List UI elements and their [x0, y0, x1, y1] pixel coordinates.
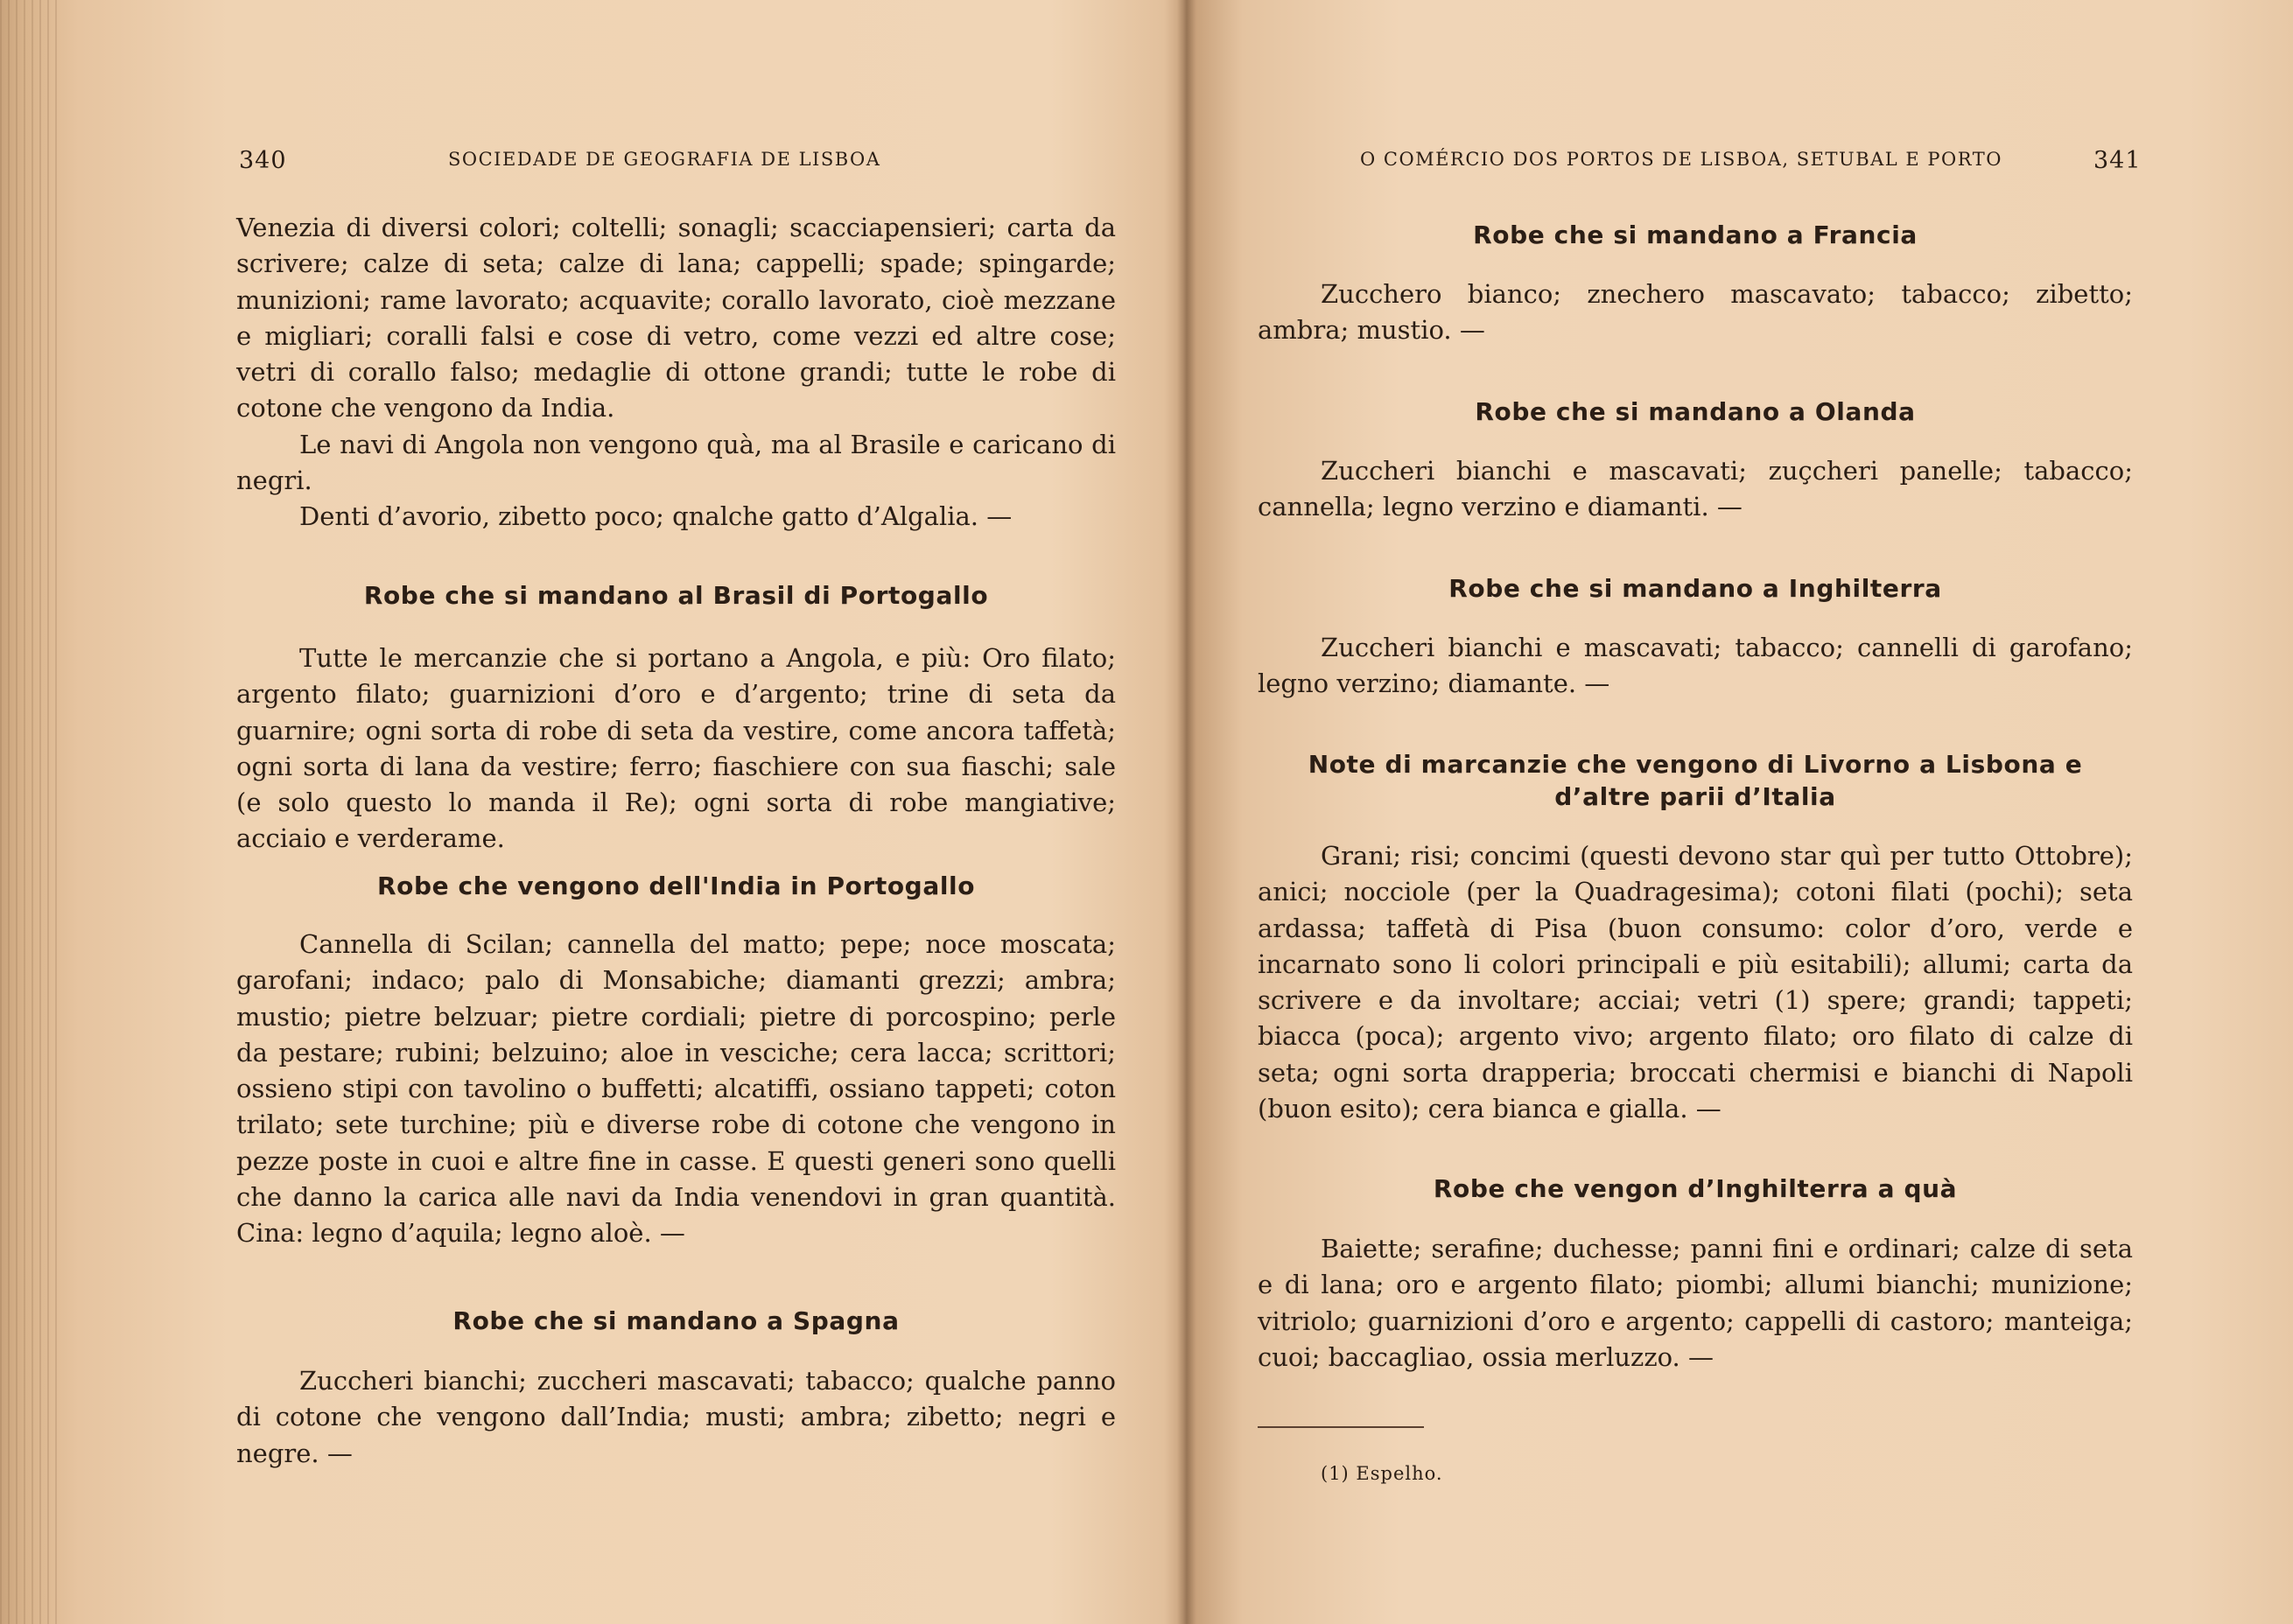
paragraph: Zuccheri bianchi; zuccheri mascavati; tabacco; qualche panno di cotone che vengono dall’India; musti; ambra; zibetto; negri e negre. —	[236, 1366, 1116, 1468]
paragraph: Grani; risi; concimi (questi devono star quì per tutto Ottobre); anici; nocciole (per la Quadragesima); cotoni filati (pochi); seta ardassa; taffetà di Pisa (buon consumo: color d’oro, verde e incarnato sono li colori principali e più esitabili); allumi; carta da scrivere e da involtare; acciai; vetri (1) spere; grandi; tappeti; biacca (poca); argento vivo; argento filato; oro filato di calze di seta; ogni sorta drapperia; broccati chermisi e bianchi di Napoli (buon esito); cera bianca e gialla. —	[1258, 841, 2133, 1124]
paragraph: Zuccheri bianchi e mascavati; zuçcheri panelle; tabacco; cannella; legno verzino e diamanti. —	[1258, 456, 2133, 522]
left-text-block	[236, 210, 1116, 536]
paragraph: Baiette; serafine; duchesse; panni fini e ordinari; calze di seta e di lana; oro e argento filato; piombi; allumi bianchi; munizione; vitriolo; guarnizioni d’oro e argento; cappelli di castoro; manteiga; cuoi; baccagliao, ossia merluzzo. —	[1258, 1234, 2133, 1372]
paragraph: Tutte le mercanzie che si portano a Angola, e più: Oro filato; argento filato; guarnizioni d’oro e d’argento; trine di seta da guarnire; ogni sorta di robe di seta da vestire, come ancora taffetà; ogni sorta di lana da vestire; ferro; fiaschiere con sua fiaschi; sale (e solo questo lo manda il Re); ogni sorta di robe mangiative; acciaio e verderame.	[236, 643, 1116, 854]
section-heading: Robe che vengono dell'India in Portogallo	[376, 872, 976, 900]
section-brasil	[236, 579, 1116, 858]
left-page-number: 340	[239, 147, 287, 174]
left-running-head	[236, 147, 1116, 182]
paragraph: Zucchero bianco; znechero mascavato; tabacco; zibetto; ambra; mustio. —	[1258, 279, 2133, 346]
right-running-title: O COMÉRCIO DOS PORTOS DE LISBOA, SETUBAL E PORTO	[1360, 149, 2002, 170]
book-gutter	[1177, 0, 1196, 1624]
section-heading: Robe che si mandano a Inghilterra	[1448, 574, 1942, 603]
section-olanda	[1258, 396, 2133, 526]
paragraph: Venezia di diversi colori; coltelli; sonagli; scacciapensieri; carta da scrivere; calze di seta; calze di lana; cappelli; spade; spingarde; munizioni; rame lavorato; acquavite; corallo lavorato, cioè mezzane e migliari; coralli falsi e cose di vetro, come vezzi ed altre cose; vetri di corallo falso; medaglie di ottone grandi; tutte le robe di cotone che vengono da India.	[236, 213, 1116, 424]
section-spagna	[236, 1305, 1116, 1472]
paragraph: Zuccheri bianchi e mascavati; tabacco; cannelli di garofano; legno verzino; diamante. —	[1258, 633, 2133, 699]
footnote: (1) Espelho.	[1321, 1463, 1443, 1484]
paragraph: Denti d’avorio, zibetto poco; qnalche gatto d’Algalia. —	[299, 501, 1013, 532]
section-heading: Robe che vengon d’Inghilterra a quà	[1433, 1174, 1958, 1203]
paragraph: Cannella di Scilan; cannella del matto; pepe; noce moscata; garofani; indaco; palo di Monsabiche; diamanti grezzi; ambra; mustio; pietre belzuar; pietre cordiali; pietre di porcospino; perle da pestare; rubini; belzuino; aloe in vesciche; cera lacca; scrittori; ossieno stipi con tavolino o buffetti; alcatiffi, ossiano tappeti; coton trilato; sete turchine; più e diverse robe di cotone che vengono in pezze poste in cuoi e altre fine in casse. E questi generi sono quelli che danno la carica alle navi da India venendovi in gran quantità. Cina: legno d’aquila; legno aloè. —	[236, 929, 1116, 1249]
right-page-number: 341	[2093, 147, 2142, 174]
page-edges	[0, 0, 61, 1624]
paragraph: Le navi di Angola non vengono quà, ma al Brasile e caricano di negri.	[236, 429, 1116, 496]
section-heading: Robe che si mandano a Olanda	[1475, 397, 1916, 426]
section-heading: Robe che si mandano a Spagna	[452, 1306, 900, 1335]
section-heading: Robe che si mandano al Brasil di Portogallo	[363, 581, 989, 610]
section-heading: Robe che si mandano a Francia	[1473, 220, 1918, 249]
section-heading: Note di marcanzie che vengono di Livorno a Lisbona e d’altre parii d’Italia	[1308, 750, 2083, 811]
right-running-head	[1258, 147, 2142, 182]
section-india	[236, 870, 1116, 1252]
section-inghilterra	[1258, 572, 2133, 703]
left-page	[236, 0, 1116, 1624]
left-running-title: SOCIEDADE DE GEOGRAFIA DE LISBOA	[448, 149, 881, 170]
section-from-england	[1258, 1172, 2133, 1376]
section-livorno	[1258, 748, 2133, 1127]
right-page	[1258, 0, 2142, 1624]
footnote-rule	[1258, 1426, 1424, 1428]
section-francia	[1258, 219, 2133, 349]
